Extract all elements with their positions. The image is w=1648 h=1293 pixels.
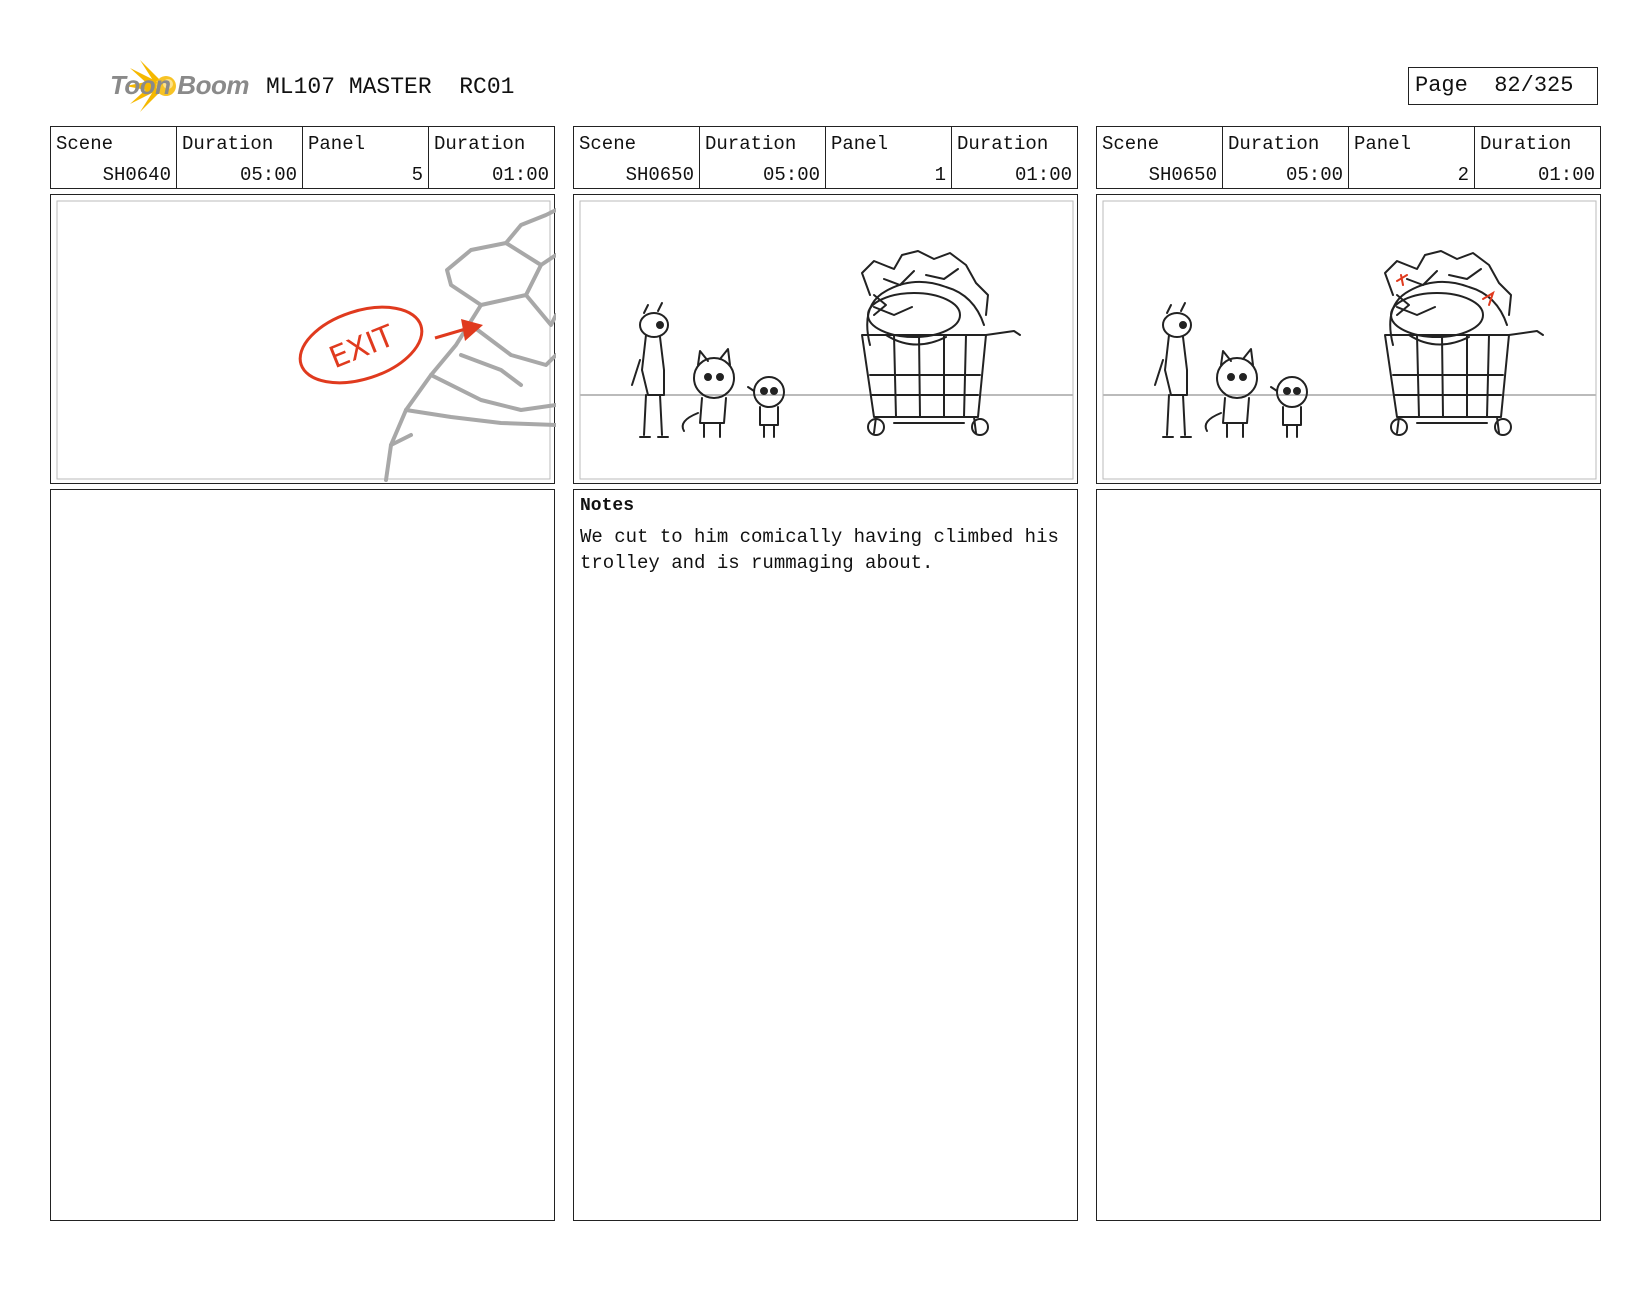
duration-label: Duration [705, 133, 797, 155]
panel-cell [1349, 127, 1475, 188]
panel-value: 2 [1457, 164, 1469, 186]
scene-duration-value: 05:00 [1285, 164, 1343, 186]
scene-value: SH0640 [102, 164, 171, 186]
notes-text: We cut to him comically having climbed his trolley and is rummaging about. [580, 526, 1059, 574]
panel-duration-value: 01:00 [1014, 164, 1072, 186]
scene-cell [51, 127, 177, 188]
document-title: ML107 MASTER RC01 [266, 74, 515, 100]
panel-duration-cell [952, 127, 1077, 188]
sketch-characters-trolley-2 [1097, 195, 1602, 485]
sketch-exit-label: EXIT [324, 318, 400, 377]
duration-label: Duration [434, 133, 526, 155]
scene-label: Scene [1102, 133, 1160, 155]
scene-duration-value: 05:00 [239, 164, 297, 186]
panel-label: Panel [1354, 133, 1412, 155]
panel-value: 1 [934, 164, 946, 186]
duration-label: Duration [1480, 133, 1572, 155]
duration-label: Duration [182, 133, 274, 155]
panel-value: 5 [411, 164, 423, 186]
panel-duration-cell [1475, 127, 1600, 188]
storyboard-frame[interactable] [573, 194, 1078, 484]
panel-info-row [573, 126, 1078, 189]
scene-label: Scene [579, 133, 637, 155]
notes-box [1096, 489, 1601, 1221]
notes-box [573, 489, 1078, 1221]
scene-duration-cell [177, 127, 303, 188]
page-label: Page [1415, 73, 1468, 98]
panel-cell [303, 127, 429, 188]
page-indicator [1408, 67, 1598, 105]
panel-info-row [50, 126, 555, 189]
scene-label: Scene [56, 133, 114, 155]
notes-box [50, 489, 555, 1221]
panel-label: Panel [308, 133, 366, 155]
scene-duration-cell [1223, 127, 1349, 188]
scene-value: SH0650 [1148, 164, 1217, 186]
duration-label: Duration [1228, 133, 1320, 155]
panel-duration-value: 01:00 [1537, 164, 1595, 186]
storyboard-frame[interactable] [50, 194, 555, 484]
scene-duration-cell [700, 127, 826, 188]
duration-label: Duration [957, 133, 1049, 155]
page-number: 82/325 [1494, 73, 1574, 98]
sketch-exit-closeup [51, 195, 556, 485]
scene-cell [1097, 127, 1223, 188]
panel-cell [826, 127, 952, 188]
scene-cell [574, 127, 700, 188]
scene-value: SH0650 [625, 164, 694, 186]
scene-duration-value: 05:00 [762, 164, 820, 186]
panel-label: Panel [831, 133, 889, 155]
sketch-characters-trolley [574, 195, 1079, 485]
panel-info-row [1096, 126, 1601, 189]
panel-duration-value: 01:00 [491, 164, 549, 186]
logo-text: Toon Boom [110, 70, 249, 100]
notes-title: Notes [580, 496, 635, 516]
storyboard-frame[interactable] [1096, 194, 1601, 484]
panel-duration-cell [429, 127, 554, 188]
